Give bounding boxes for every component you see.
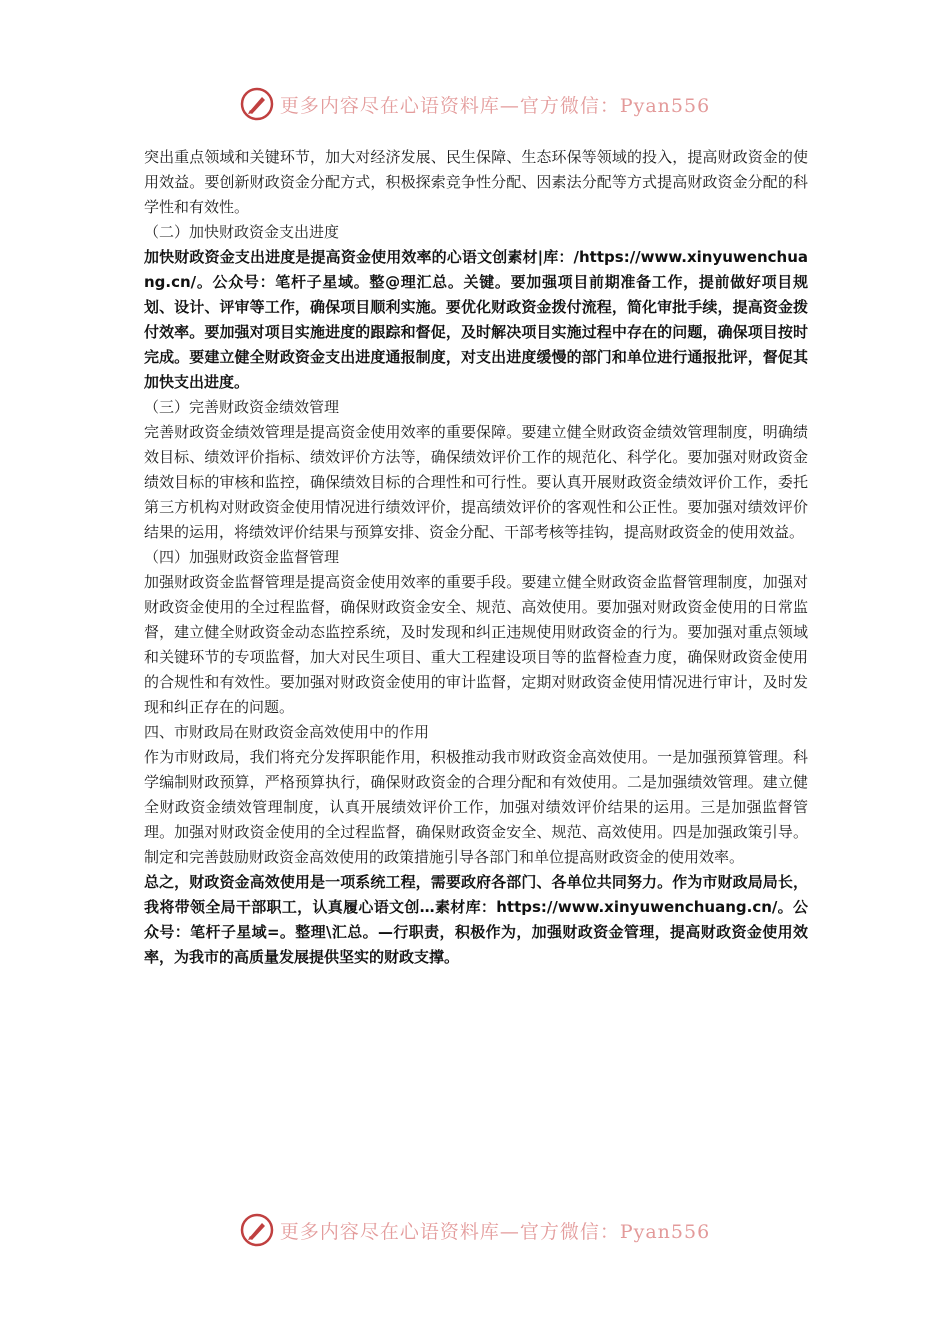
- paragraph-conclusion: 总之，财政资金高效使用是一项系统工程，需要政府各部门、各单位共同努力。作为市财政局局长，我将带领全局干部职工，认真履心语文创…素材库：https://www.xinyuwenchuang.cn/。公众号：笔杆子星域=。整理\汇总。—行职责，积极作为，加强财政资金管理，提高财政资金使用效率，为我市的高质量发展提供坚实的财政支撑。: [144, 873, 808, 966]
- footer-banner: [0, 1210, 950, 1250]
- section-heading-4: （四）加强财政资金监督管理: [144, 548, 340, 566]
- section-heading-2: （二）加快财政资金支出进度: [144, 223, 340, 241]
- pen-logo-icon: [240, 87, 274, 121]
- paragraph-supervision: 加强财政资金监督管理是提高资金使用效率的重要手段。要建立健全财政资金监督管理制度，加强对财政资金使用的全过程监督，确保财政资金安全、规范、高效使用。要加强对财政资金使用的日常监督，建立健全财政资金动态监控系统，及时发现和纠正违规使用财政资金的行为。要加强对重点领域和关键环节的专项监督，加大对民生项目、重大工程建设项目等的监督检查力度，确保财政资金使用的合规性和有效性。要加强对财政资金使用的审计监督，定期对财政资金使用情况进行审计，及时发现和纠正存在的问题。: [144, 573, 808, 716]
- document-body: [144, 145, 808, 970]
- section-heading-3: （三）完善财政资金绩效管理: [144, 398, 340, 416]
- chapter-heading-4: 四、市财政局在财政资金高效使用中的作用: [144, 723, 430, 741]
- paragraph-0: 突出重点领域和关键环节，加大对经济发展、民生保障、生态环保等领域的投入，提高财政资金的使用效益。要创新财政资金分配方式，积极探索竞争性分配、因素法分配等方式提高财政资金分配的科学性和有效性。: [144, 148, 808, 216]
- pen-logo-icon: [240, 1213, 274, 1247]
- banner-text: 更多内容尽在心语资料库—官方微信：Pyan556: [279, 94, 711, 117]
- paragraph-expenditure-progress: 加快财政资金支出进度是提高资金使用效率的心语文创素材|库：/https://www.xinyuwenchuang.cn/。公众号：笔杆子星域。整@理汇总。关键。要加强项目前期准备工作，提前做好项目规划、设计、评审等工作，确保项目顺利实施。要优化财政资金拨付流程，简化审批手续，提高资金拨付效率。要加强对项目实施进度的跟踪和督促，及时解决项目实施过程中存在的问题，确保项目按时完成。要建立健全财政资金支出进度通报制度，对支出进度缓慢的部门和单位进行通报批评，督促其加快支出进度。: [144, 248, 808, 391]
- paragraph-performance-management: 完善财政资金绩效管理是提高资金使用效率的重要保障。要建立健全财政资金绩效管理制度，明确绩效目标、绩效评价指标、绩效评价方法等，确保绩效评价工作的规范化、科学化。要加强对财政资金绩效目标的审核和监控，确保绩效目标的合理性和可行性。要认真开展财政资金绩效评价工作，委托第三方机构对财政资金使用情况进行绩效评价，提高绩效评价的客观性和公正性。要加强对绩效评价结果的运用，将绩效评价结果与预算安排、资金分配、干部考核等挂钩，提高财政资金的使用效益。: [144, 423, 808, 541]
- paragraph-bureau-role: 作为市财政局，我们将充分发挥职能作用，积极推动我市财政资金高效使用。一是加强预算管理。科学编制财政预算，严格预算执行，确保财政资金的合理分配和有效使用。二是加强绩效管理。建立健全财政资金绩效管理制度，认真开展绩效评价工作，加强对绩效评价结果的运用。三是加强监督管理。加强对财政资金使用的全过程监督，确保财政资金安全、规范、高效使用。四是加强政策引导。制定和完善鼓励财政资金高效使用的政策措施引导各部门和单位提高财政资金的使用效率。: [144, 748, 808, 866]
- header-banner: [0, 84, 950, 124]
- banner-text-footer: 更多内容尽在心语资料库—官方微信：Pyan556: [279, 1220, 711, 1243]
